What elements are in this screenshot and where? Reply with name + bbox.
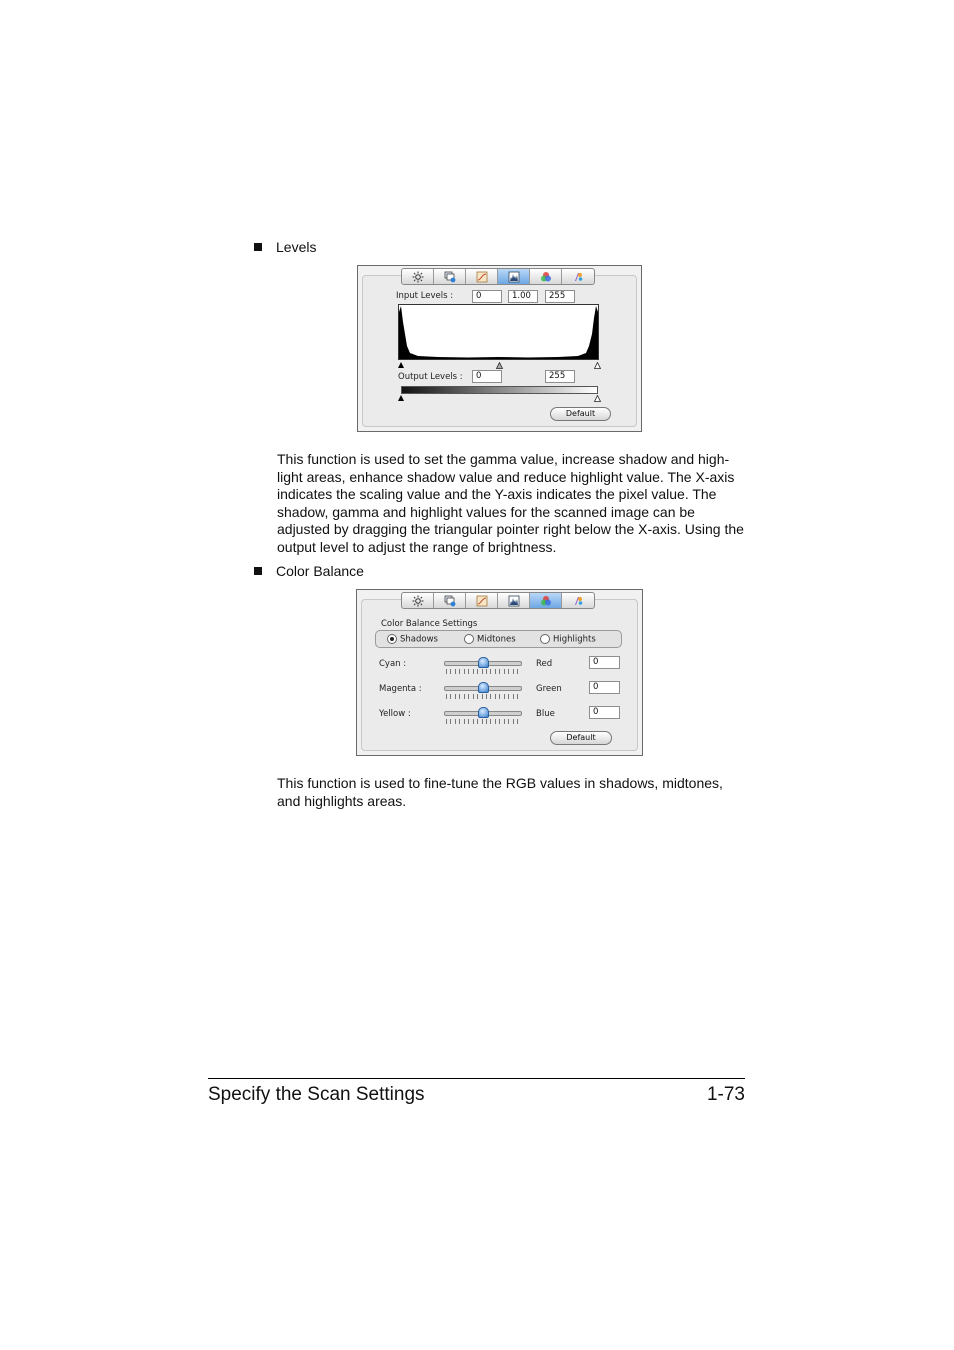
yellow-blue-slider-thumb[interactable] bbox=[478, 707, 489, 718]
tone-range-group bbox=[375, 630, 622, 648]
color-balance-icon[interactable] bbox=[530, 593, 562, 608]
levels-icon[interactable] bbox=[498, 593, 530, 608]
brightness-icon[interactable] bbox=[402, 593, 434, 608]
color-balance-toolbar bbox=[401, 592, 595, 609]
output-highlight-pointer[interactable] bbox=[594, 395, 601, 402]
levels-description: This function is used to set the gamma value, increase shadow and high-light areas, enhance shadow value and reduce highlight value. The X-axis indicates the scaling value and the Y-axis indicates the pixel value. The shadow, gamma and highlight values for the scanned image can be adjusted by dragging the triangular pointer right below the X-axis. Using the output level to adjust the range of brightness. bbox=[277, 451, 744, 555]
blue-value-field[interactable]: 0 bbox=[589, 706, 620, 719]
radio-midtones-label: Midtones bbox=[477, 634, 516, 645]
green-value-field[interactable]: 0 bbox=[589, 681, 620, 694]
page-number: 1-73 bbox=[706, 1084, 745, 1105]
levels-toolbar bbox=[401, 268, 595, 285]
color-balance-dialog bbox=[356, 589, 643, 756]
color-balance-description: This function is used to fine-tune the RGB values in shadows, midtones, and highlights areas. bbox=[277, 775, 723, 809]
color-balance-icon[interactable] bbox=[530, 269, 562, 284]
radio-highlights-dot bbox=[540, 634, 550, 644]
cyan-red-slider-thumb[interactable] bbox=[478, 657, 489, 668]
cyan-label: Cyan : bbox=[379, 659, 407, 669]
color-balance-heading: Color Balance bbox=[276, 563, 364, 579]
input-gamma-pointer[interactable] bbox=[496, 362, 503, 369]
curves-icon[interactable] bbox=[466, 593, 498, 608]
radio-midtones[interactable] bbox=[464, 634, 516, 645]
levels-bullet bbox=[254, 239, 316, 255]
output-shadow-pointer[interactable] bbox=[398, 395, 404, 401]
bullet-square bbox=[254, 567, 262, 575]
red-label: Red bbox=[536, 659, 553, 669]
magenta-green-slider-thumb[interactable] bbox=[478, 682, 489, 693]
input-highlight-pointer[interactable] bbox=[594, 362, 601, 369]
input-shadow-pointer[interactable] bbox=[398, 362, 404, 368]
radio-highlights[interactable] bbox=[540, 634, 596, 645]
cyan-red-slider-ticks bbox=[446, 669, 518, 674]
footer-rule bbox=[208, 1078, 745, 1079]
hue-saturation-icon[interactable] bbox=[562, 593, 594, 608]
green-label: Green bbox=[536, 684, 562, 694]
curves-icon[interactable] bbox=[466, 269, 498, 284]
radio-highlights-label: Highlights bbox=[553, 634, 596, 645]
input-highlight-field[interactable]: 255 bbox=[545, 290, 575, 303]
radio-midtones-dot bbox=[464, 634, 474, 644]
footer-title: Specify the Scan Settings bbox=[208, 1084, 425, 1105]
input-levels-label: Input Levels : bbox=[396, 291, 454, 301]
input-gamma-field[interactable]: 1.00 bbox=[508, 290, 538, 303]
output-levels-label: Output Levels : bbox=[398, 372, 463, 382]
color-balance-group-label: Color Balance Settings bbox=[381, 619, 478, 629]
magenta-green-slider-ticks bbox=[446, 694, 518, 699]
input-shadow-field[interactable]: 0 bbox=[472, 290, 502, 303]
color-balance-default-button[interactable]: Default bbox=[550, 731, 612, 745]
red-value-field[interactable]: 0 bbox=[589, 656, 620, 669]
magenta-label: Magenta : bbox=[379, 684, 422, 694]
hue-saturation-icon[interactable] bbox=[562, 269, 594, 284]
levels-histogram bbox=[398, 304, 600, 360]
image-adjust-icon[interactable] bbox=[434, 269, 466, 284]
bullet-square bbox=[254, 243, 262, 251]
yellow-label: Yellow : bbox=[379, 709, 411, 719]
brightness-icon[interactable] bbox=[402, 269, 434, 284]
output-shadow-field[interactable]: 0 bbox=[472, 370, 502, 383]
levels-icon[interactable] bbox=[498, 269, 530, 284]
output-gradient-bar bbox=[401, 386, 598, 394]
yellow-blue-slider-ticks bbox=[446, 719, 518, 724]
image-adjust-icon[interactable] bbox=[434, 593, 466, 608]
output-highlight-field[interactable]: 255 bbox=[545, 370, 575, 383]
radio-shadows[interactable] bbox=[387, 634, 438, 645]
radio-shadows-label: Shadows bbox=[400, 634, 438, 645]
levels-default-button[interactable]: Default bbox=[550, 407, 611, 421]
levels-dialog bbox=[357, 265, 642, 432]
levels-heading: Levels bbox=[276, 239, 317, 255]
blue-label: Blue bbox=[536, 709, 555, 719]
color-balance-bullet bbox=[254, 563, 364, 579]
radio-shadows-dot bbox=[387, 634, 397, 644]
